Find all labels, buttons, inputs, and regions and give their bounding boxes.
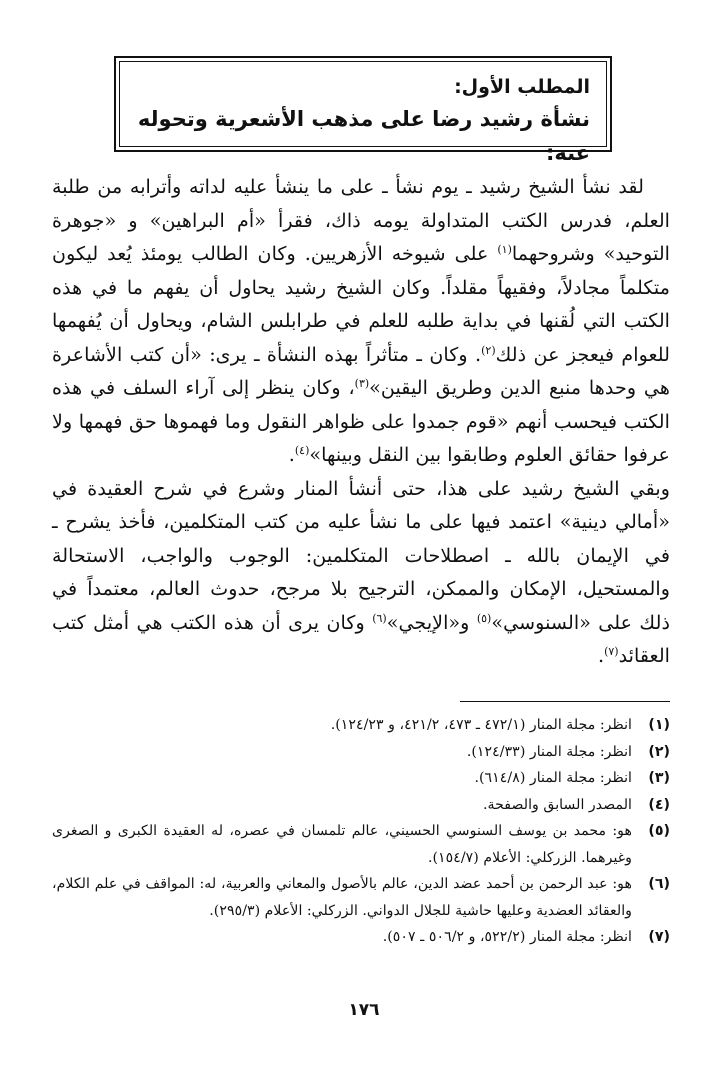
paragraph-1-part-c: . وكان ـ متأثراً بهذه النشأة ـ يرى: «أن كتب الأشاعرة هي وحدها منبع الدين وطريق اليقين» [52, 342, 671, 399]
footnote-text: المصدر السابق والصفحة. [483, 796, 632, 813]
footnote-number: (٣) [648, 770, 670, 786]
paragraph-2 [52, 472, 670, 673]
footnote-number: (٧) [648, 929, 670, 945]
footnote-number: (٦) [648, 876, 670, 892]
footnote-text: انظر: مجلة المنار (٥٢٢/٢، و ٥٠٦/٢ ـ ٥٠٧). [382, 929, 632, 945]
footnote-number: (٥) [648, 823, 670, 839]
footnote-text: انظر: مجلة المنار (٦١٤/٨). [474, 770, 632, 786]
footnote-text: انظر: مجلة المنار (٤٧٢/١ ـ ٤٧٣، ٤٢١/٢، و ١٢٤/٢٣). [330, 717, 632, 733]
footnote-text: هو: محمد بن يوسف السنوسي الحسيني، عالم تلمسان في عصره، له العقيدة الكبرى و الصغرى وغيرهما. الزركلي: الأعلام (١٥٤/٧). [52, 823, 632, 866]
footnote-ref-5: (٥) [476, 611, 492, 625]
footnote [52, 871, 670, 924]
paragraph-2-part-a: وبقي الشيخ رشيد على هذا، حتى أنشأ المنار وشرع في شرح العقيدة في «أمالي دينية» اعتمد فيها على ما نشأ عليه من كتب المتكلمين، فأخذ يشرح ـ في الإيمان بالله ـ اصطلاحات المتكلمين: الوجوب والواجب، الاستحالة والمستحيل، الإمكان والممكن، الترجيح بلا مرجح، حدوث العالم، معتمداً في ذلك على «السنوسي» [52, 476, 670, 634]
footnote [52, 818, 670, 871]
main-text [52, 170, 670, 673]
page-number: ١٧٦ [348, 1000, 380, 1020]
section-title-box [114, 56, 612, 165]
footnote-number: (١) [648, 717, 670, 733]
paragraph-1-part-a: لقد نشأ الشيخ رشيد ـ يوم نشأ ـ على ما ينشأ عليه لداته وأترابه من طلبة العلم، فدرس الكتب المتداولة يومه ذاك، فقرأ «أم البراهين» و «جوهرة التوحيد» وشروحهما [52, 175, 670, 265]
paragraph-1 [52, 170, 670, 472]
footnote-number: (٤) [648, 796, 670, 813]
footnote [52, 712, 670, 739]
footnote-text: انظر: مجلة المنار (١٢٤/٣٣). [466, 743, 632, 760]
footnotes [52, 712, 670, 951]
footnote-ref-3: (٣) [354, 377, 370, 390]
footnote [52, 765, 670, 792]
paragraph-2-part-b: و«الإيجي» [386, 610, 477, 634]
footnote-ref-1: (١) [497, 243, 512, 256]
footnote [52, 739, 670, 766]
footnote-ref-2: (٢) [481, 343, 496, 357]
section-title-inner-frame [119, 61, 607, 165]
footnote [52, 792, 670, 819]
footnote-text: هو: عبد الرحمن بن أحمد عضد الدين، عالم بالأصول والمعاني والعربية، له: المواقف في علم الكلام، والعقائد العضدية وعليها حاشية للجلال الدواني. الزركلي: الأعلام (٢٩٥/٣). [52, 876, 632, 919]
paragraph-1-part-b: على شيوخه الأزهريين. وكان الطالب يومئذ يُعد ليكون متكلماً مجادلاً، وفقيهاً مقلداً. وكان الشيخ رشيد يحاول أن يفهم ما في هذه الكتب التي لُقنها في بداية طلبه للعلم في طرابلس الشام، ويحاول أن يُفهمها للعوام فيعجز عن ذلك [52, 242, 670, 366]
footnote [52, 924, 670, 951]
footnote-ref-6: (٦) [372, 611, 387, 625]
paragraph-1-part-e: . [288, 443, 295, 466]
paragraph-1-part-d: ، وكان ينظر إلى آراء السلف في هذه الكتب فيحسب أنهم «قوم جمدوا على ظواهر النقول وما فهموها حق فهمها ولا عرفوا حقائق العلوم وطابقوا بين النقل وبينها» [52, 376, 670, 466]
paragraph-2-part-c: وكان يرى أن هذه الكتب هي أمثل كتب العقائد [52, 610, 670, 667]
footnote-separator [460, 701, 670, 702]
section-title: المطلب الأول: [454, 76, 590, 98]
paragraph-2-part-d: . [597, 644, 605, 667]
footnote-ref-4: (٤) [294, 444, 310, 457]
footnote-number: (٢) [648, 743, 670, 760]
footnote-ref-7: (٧) [604, 645, 619, 658]
section-subtitle: نشأة رشيد رضا على مذهب الأشعرية وتحوله عنه: [137, 107, 590, 165]
